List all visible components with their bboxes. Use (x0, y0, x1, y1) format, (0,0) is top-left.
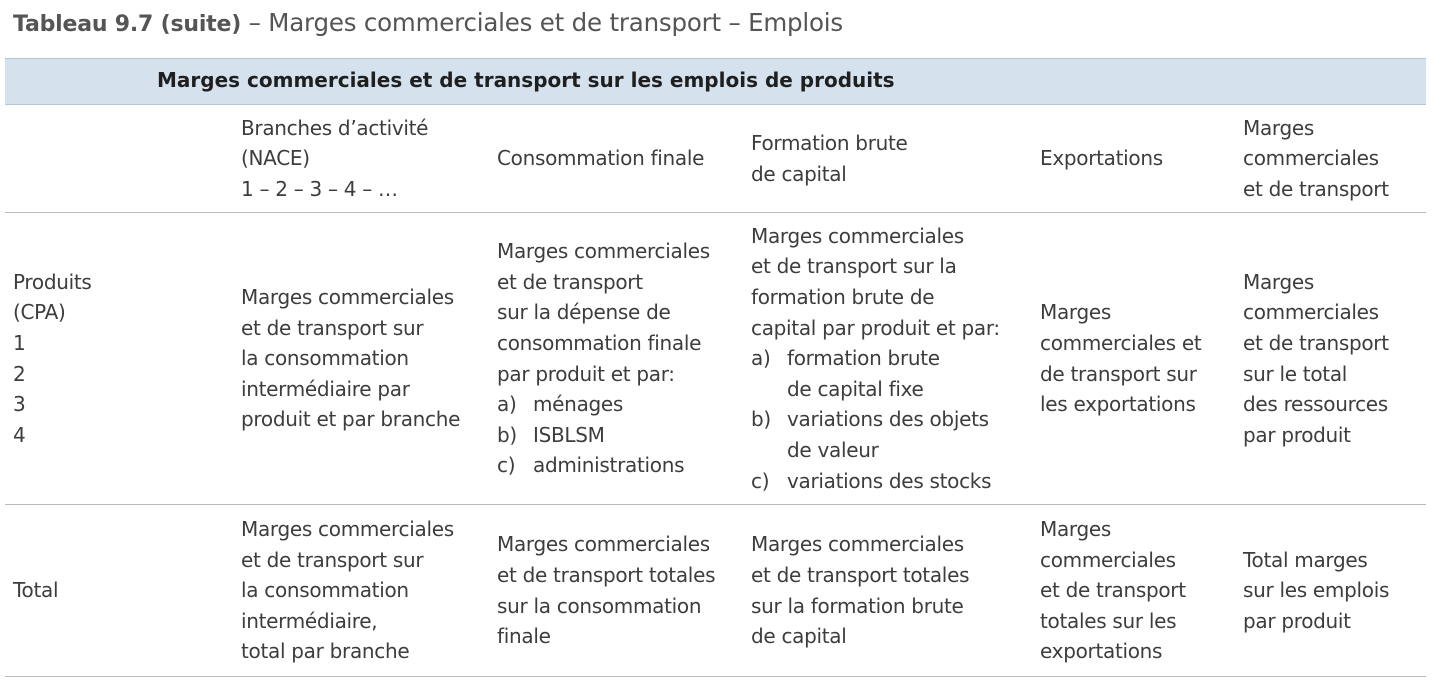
text-line: Formation brute (751, 130, 908, 155)
text-line: Branches d’activité (241, 115, 429, 140)
produits-label-cell (13, 213, 233, 504)
margins-table (5, 58, 1426, 677)
text-line: 3 (13, 392, 26, 417)
total-branches-cell (241, 505, 491, 676)
header-row (5, 105, 1426, 213)
total-label: Total (13, 578, 59, 603)
text-line: par produit (1243, 422, 1351, 447)
text-line: 4 (13, 422, 26, 447)
text-line: sur la consommation (497, 593, 702, 618)
text-line: par produit (1243, 608, 1351, 633)
table-title-text: – Marges commerciales et de transport – Emplois (241, 8, 843, 37)
text-line: Marges commerciales (241, 285, 454, 310)
text-line: finale (497, 624, 551, 649)
text-line: sur les emplois (1243, 578, 1390, 603)
text-line: de valeur (787, 437, 879, 462)
text-line: Marges commerciales (497, 532, 710, 557)
text-line: 1 (13, 330, 26, 355)
text-line: de transport sur (1040, 361, 1197, 386)
text-line: Marges (1243, 115, 1315, 140)
text-line: Marges commerciales (497, 239, 710, 264)
header-formation (751, 105, 1037, 212)
text-line: par produit et par: (497, 361, 675, 386)
list-marker: b) (497, 422, 517, 447)
text-line: et de transport totales (751, 562, 970, 587)
text-line: administrations (533, 453, 685, 478)
text-line: sur la dépense de (497, 300, 671, 325)
text-line: intermédiaire, (241, 608, 378, 633)
text-line: la consommation (241, 578, 409, 603)
total-row (5, 505, 1426, 677)
list-item-text (533, 389, 623, 420)
text-line: Produits (13, 269, 92, 294)
list-item (497, 389, 710, 420)
total-label-cell (13, 505, 233, 676)
list-item-text (787, 343, 940, 404)
text-line: capital par produit et par: (751, 315, 1000, 340)
text-line: et de transport (1243, 330, 1389, 355)
text-line: des ressources (1243, 392, 1388, 417)
list-marker: a) (751, 346, 771, 371)
text-line: Marges commerciales (751, 223, 964, 248)
text-line: Marges (1040, 300, 1112, 325)
text-line: formation brute (787, 346, 940, 371)
header-consommation-label: Consommation finale (497, 146, 705, 171)
text-line: Marges commerciales (751, 532, 964, 557)
text-line: de capital (751, 624, 847, 649)
list-item (751, 466, 1000, 497)
text-line: et de transport (1243, 176, 1389, 201)
text-line: 2 (13, 361, 26, 386)
list-marker: c) (751, 468, 770, 493)
list-item (751, 343, 1000, 404)
text-line: consommation finale (497, 330, 702, 355)
text-line: sur le total (1243, 361, 1348, 386)
total-marges-cell (1243, 505, 1425, 676)
text-line: 1 – 2 – 3 – 4 – … (241, 176, 398, 201)
text-line: la consommation (241, 346, 409, 371)
list-item (497, 420, 710, 451)
produits-formation-cell (751, 213, 1037, 504)
text-line: et de transport sur la (751, 254, 957, 279)
header-empty-cell (13, 105, 233, 212)
text-line: produit et par branche (241, 407, 461, 432)
text-line: totales sur les (1040, 608, 1177, 633)
header-exportations (1040, 105, 1238, 212)
produits-row (5, 213, 1426, 505)
text-line: variations des stocks (787, 468, 992, 493)
list-marker: c) (497, 453, 516, 478)
text-line: de capital fixe (787, 376, 924, 401)
produits-consommation-cell (497, 213, 749, 504)
total-consommation-cell (497, 505, 749, 676)
produits-exportations-cell (1040, 213, 1238, 504)
header-consommation (497, 105, 749, 212)
text-line: commerciales (1243, 146, 1379, 171)
text-line: total par branche (241, 639, 410, 664)
text-line: et de transport (497, 269, 643, 294)
produits-marges-cell (1243, 213, 1425, 504)
text-line: ISBLSM (533, 422, 605, 447)
list-item (497, 450, 710, 481)
table-title (13, 6, 843, 42)
text-line: intermédiaire par (241, 376, 410, 401)
list-marker: a) (497, 392, 517, 417)
list-marker: b) (751, 407, 771, 432)
text-line: Marges commerciales (241, 517, 454, 542)
text-line: les exportations (1040, 392, 1196, 417)
text-line: et de transport totales (497, 562, 716, 587)
text-line: (NACE) (241, 146, 310, 171)
list-item (751, 404, 1000, 465)
list-item-text (533, 420, 605, 451)
text-line: de capital (751, 161, 847, 186)
list-item-text (787, 404, 989, 465)
list-item-text (533, 450, 684, 481)
text-line: commerciales et (1040, 330, 1202, 355)
text-line: exportations (1040, 639, 1163, 664)
text-line: et de transport sur (241, 315, 424, 340)
text-line: commerciales (1040, 547, 1176, 572)
text-line: Marges (1243, 269, 1315, 294)
text-line: commerciales (1243, 300, 1379, 325)
text-line: formation brute de (751, 285, 935, 310)
band-label: Marges commerciales et de transport sur les emplois de produits (157, 68, 895, 92)
table-title-number: Tableau 9.7 (suite) (13, 12, 242, 37)
text-line: sur la formation brute (751, 593, 964, 618)
text-line: ménages (533, 392, 624, 417)
header-marges (1243, 105, 1425, 212)
text-line: variations des objets (787, 407, 989, 432)
produits-branches-cell (241, 213, 491, 504)
header-branches (241, 105, 491, 212)
list-item-text (787, 466, 991, 497)
table-band-header (5, 58, 1426, 105)
total-formation-cell (751, 505, 1037, 676)
header-exportations-label: Exportations (1040, 146, 1163, 171)
total-exportations-cell (1040, 505, 1238, 676)
text-line: Total marges (1243, 547, 1368, 572)
text-line: et de transport sur (241, 547, 424, 572)
text-line: Marges (1040, 517, 1112, 542)
text-line: (CPA) (13, 300, 66, 325)
text-line: et de transport (1040, 578, 1186, 603)
